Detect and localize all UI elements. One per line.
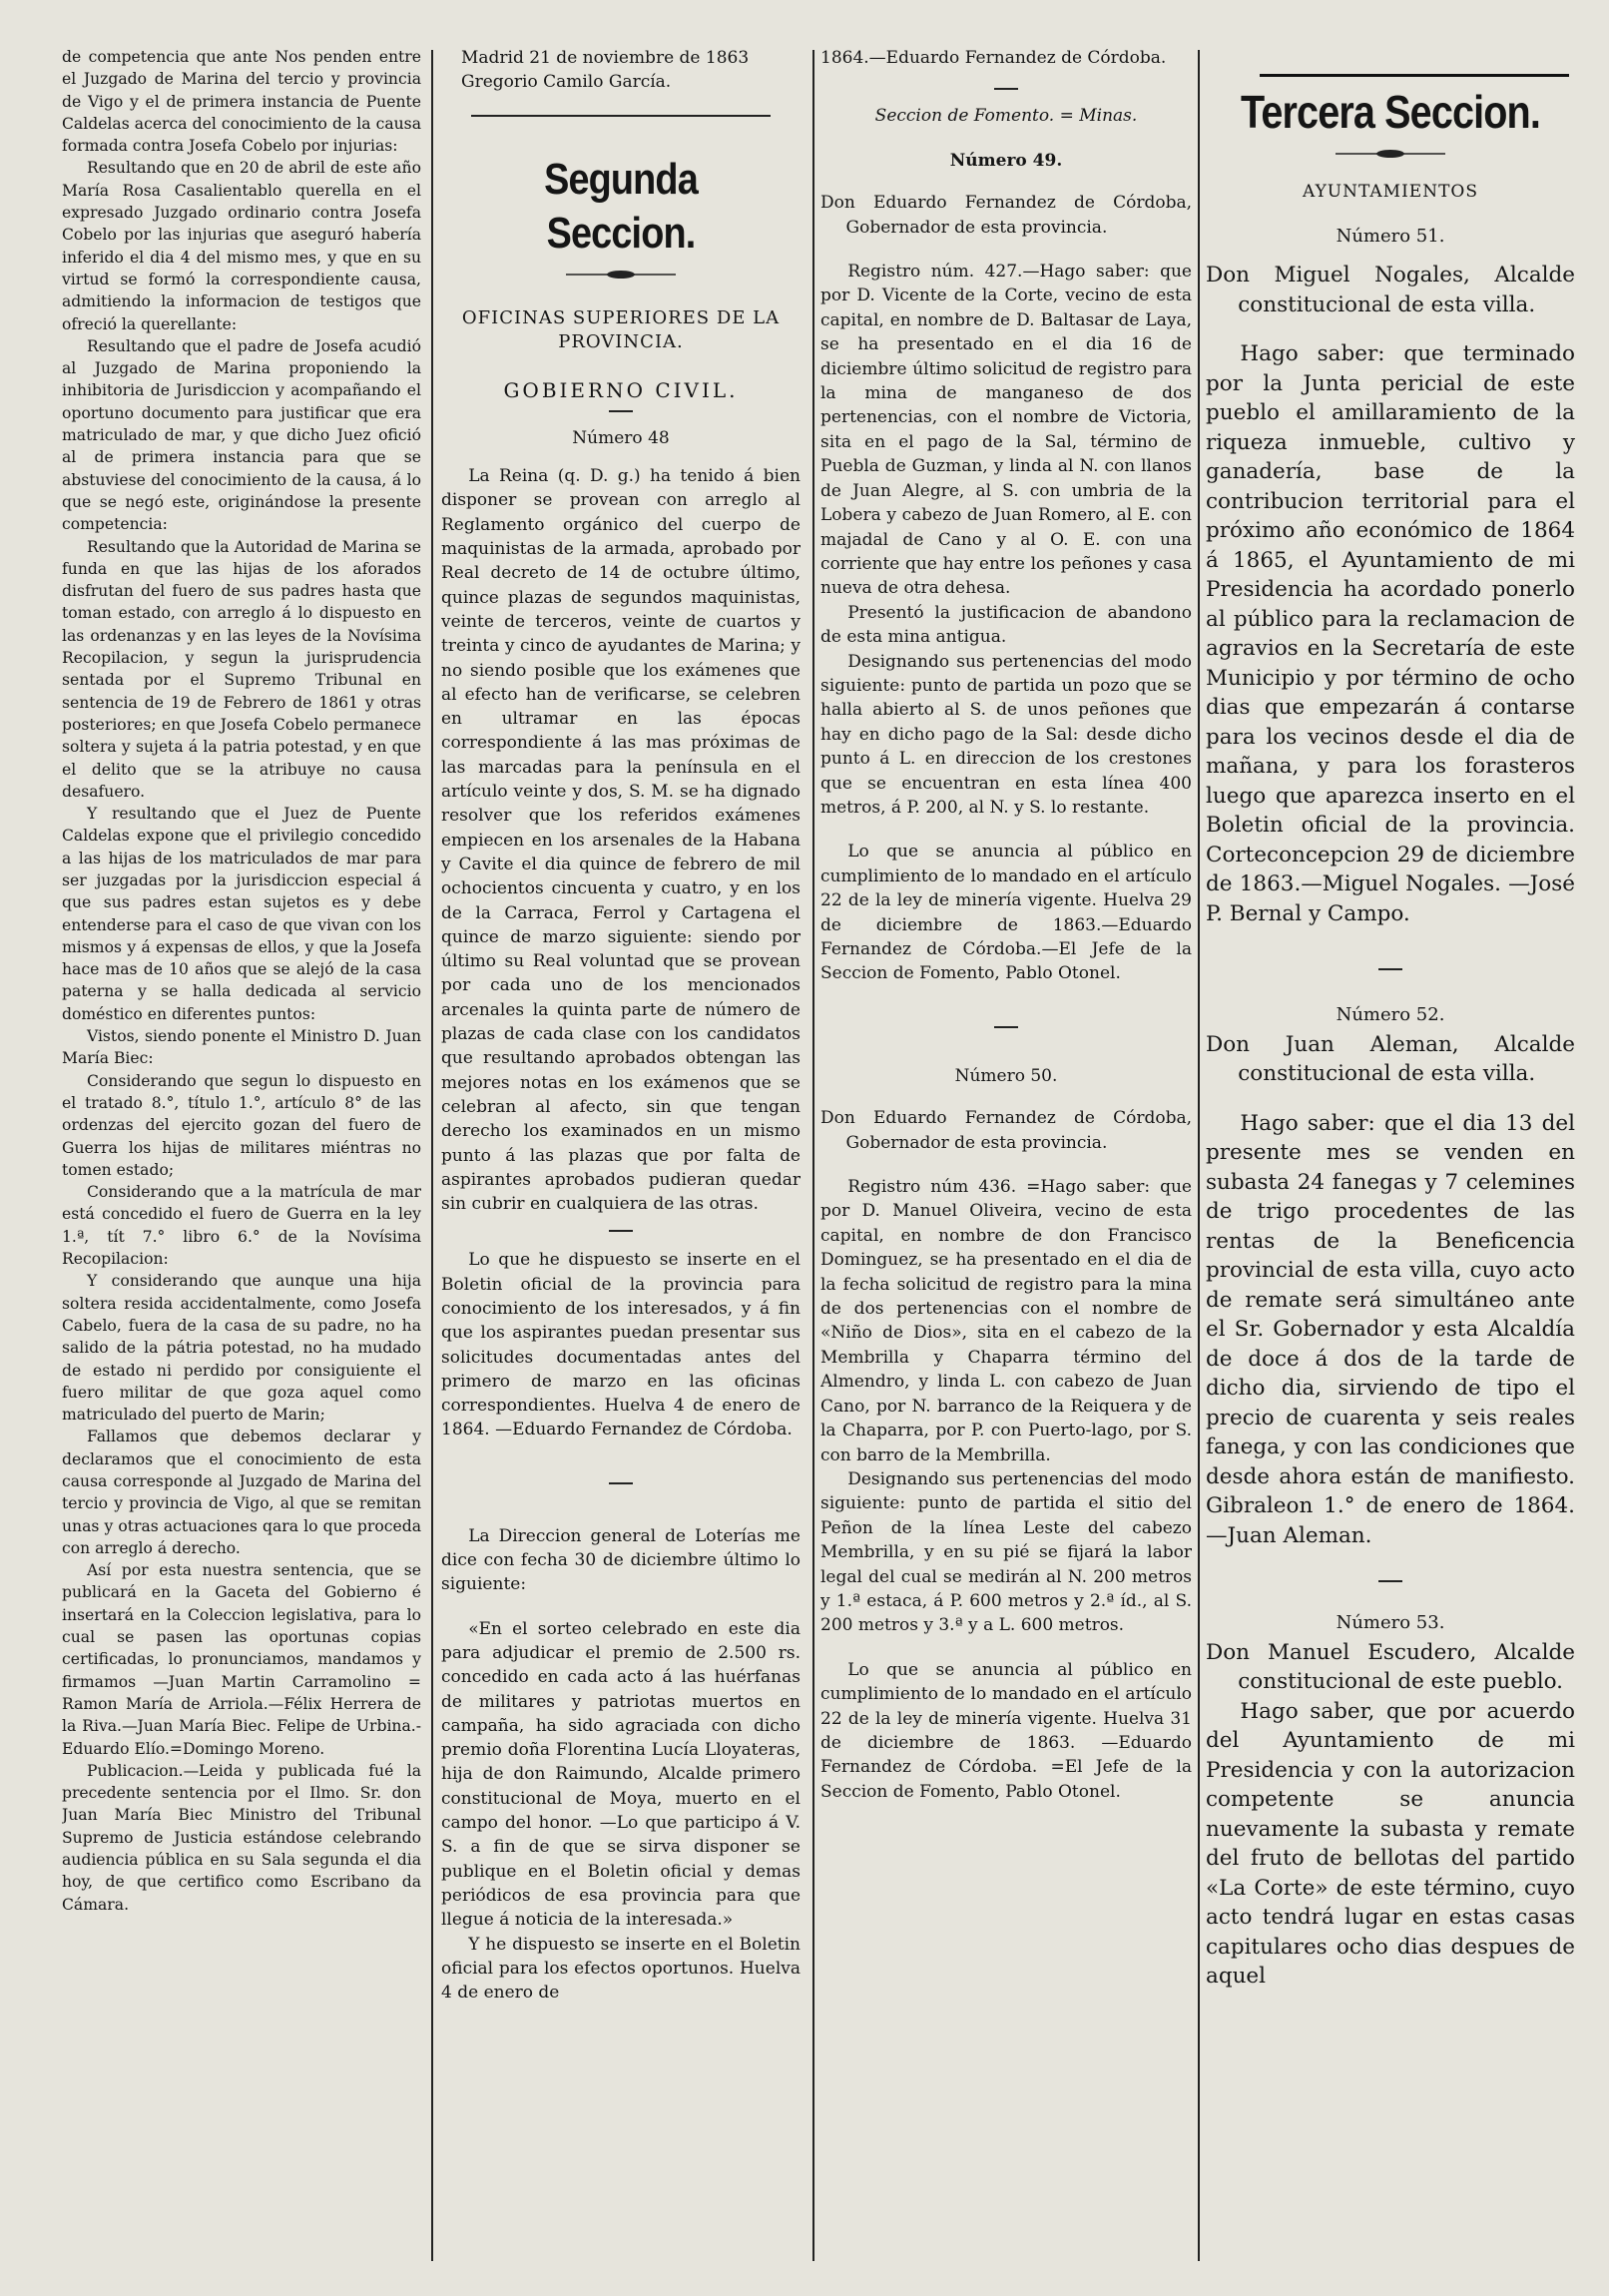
divider [609, 1482, 633, 1484]
authority-line: Don Miguel Nogales, Alcalde constitucional de esta villa. [1206, 263, 1575, 317]
number-heading: Número 49. [949, 150, 1063, 171]
number-heading: Número 50. [954, 1065, 1058, 1086]
ayuntamientos-heading: AYUNTAMIENTOS [1302, 182, 1479, 202]
divider [994, 88, 1018, 90]
divider [609, 1230, 633, 1232]
paragraph: Lo que se anuncia al público en cumplimiento de lo mandado en el artículo 22 de la ley de minería vigente. Huelva 31 de diciembre de 1863. —Eduardo Fernandez de Córdoba. =El Jefe de la Seccion de Fomento, Pablo Otonel. [820, 1659, 1192, 1802]
paragraph: «En el sorteo celebrado en este dia para adjudicar el premio de 2.500 rs. concedido en cada acto á las huérfanas de militares y patriotas muertos en campaña, ha sido agraciada con dicho premio doña Florentina Lucía Lloyateras, hija de don Raimundo, Alcalde primero constitucional de Moya, muerto en el campo del honor. —Lo que participo á V. S. a fin de que se sirva disponer se publique en el Boletin oficial y demas periódicos de esa provincia para que llegue á noticia de la interesada.» [441, 1618, 801, 1931]
paragraph: Lo que se anuncia al público en cumplimiento de lo mandado en el artículo 22 de la ley de minería vigente. Huelva 29 de diciembre de 1863.—Eduardo Fernandez de Córdoba.—El Jefe de la Seccion de Fomento, Pablo Otonel. [820, 842, 1192, 984]
spacer [1206, 319, 1575, 339]
paragraph: Así por esta nuestra sentencia, que se publicará en la Gaceta del Gobierno é insertará en la Coleccion legislativa, para lo cual se pasen las oportunas copias certificadas, lo pronunciamos, mandamos y firmamos —Juan Martin Carramolino = Ramon María de Arriola.—Félix Herrera de la Riva.—Juan María Biec. Felipe de Urbina.-Eduardo Elío.=Domingo Moreno. [62, 1561, 421, 1758]
paragraph: 1864.—Eduardo Fernandez de Córdoba. [820, 48, 1167, 68]
number-heading: Número 51. [1336, 225, 1445, 247]
column-1 [62, 46, 421, 2252]
paragraph: La Direccion general de Loterías me dice con fecha 30 de diciembre último lo siguiente: [441, 1525, 801, 1595]
paragraph: Y resultando que el Juez de Puente Caldelas expone que el privilegio concedido a las hijas de los matriculados de mar para ser juzgadas por la jurisdiccion especial á que sus padres estan sujetos es y debe entenderse para el caso de que vivan con los mismos y á expensas de ellos, y que la Josefa hace mas de 10 años que se alejó de la casa paterna y se halla dedicada al servicio doméstico en diferentes puntos: [62, 805, 421, 1023]
paragraph: Hago saber, que por acuerdo del Ayuntamiento de mi Presidencia y con la autorizacion competente se anuncia nuevamente la subasta y remate del fruto de bellotas del partido «La Corte» de este término, cuyo acto tendrá lugar en estas casas capitulares ocho dias despues de aquel [1206, 1698, 1575, 1989]
paragraph: Vistos, siendo ponente el Ministro D. Juan María Biec: [62, 1027, 421, 1068]
fomento-heading: Seccion de Fomento. = Minas. [874, 106, 1138, 127]
paragraph: Y he dispuesto se inserte en el Boletin oficial para los efectos oportunos. Huelva 4 de enero de [441, 1934, 801, 2004]
number-heading: Número 52. [1336, 1004, 1445, 1025]
paragraph: Resultando que la Autoridad de Marina se funda en que las hijas de los aforados disfrutan del fuero de sus padres hasta que toman estado, con arreglo á lo dispuesto en las ordenanzas y en las leyes de la Novísima Recopilacion, y segun la jurisprudencia sentada por el Supremo Tribunal en sentencia de 19 de Febrero de 1861 y otras posteriores; en que Josefa Cobelo permanece soltera y sujeta á la patria potestad, y en que el delito que se la atribuye no causa desafuero. [62, 537, 421, 801]
paragraph: Y considerando que aunque una hija soltera resida accidentalmente, como Josefa Cabelo, fuera de la casa de su padre, no ha salido de la pátria potestad, no ha mudado de estado ni perdido por consiguiente el fuero militar de que goza aquel como matriculado del puerto de Marin; [62, 1272, 421, 1425]
paragraph: Resultando que el padre de Josefa acudió al Juzgado de Marina proponiendo la inhibitoria de Jurisdiccion y acompañando el oportuno documento para justificar que era matriculado de mar, y que dicho Juez ofició al de primera instancia para que se abstuviese del conocimiento de la causa, á lo que se negó este, originándose la presente competencia: [62, 336, 421, 534]
paragraph: de competencia que ante Nos penden entre el Juzgado de Marina del tercio y provincia de Vigo y el de primera instancia de Puente Caldelas acerca del conocimiento de la causa formada contra Josefa Cobelo por injurias: [62, 48, 421, 156]
offices-heading: OFICINAS SUPERIORES DE LA PROVINCIA. [461, 306, 781, 352]
authority-line: Don Manuel Escudero, Alcalde constitucional de este pueblo. [1206, 1639, 1575, 1694]
section-title: Segunda Seccion. [544, 154, 698, 258]
paragraph: Publicacion.—Leida y publicada fué la precedente sentencia por el Ilmo. Sr. don Juan María Biec Ministro del Tribunal Supremo de Justicia estándose celebrando audiencia pública en su Sala segunda el dia hoy, de que certifico como Escribano da Cámara. [62, 1761, 421, 1914]
paragraph: Considerando que a la matrícula de mar está concedido el fuero de Guerra en la ley 1.ª, tít 7.° libro 6.° de la Novísima Recopilacion: [62, 1183, 421, 1269]
divider [471, 115, 771, 117]
paragraph: Fallamos que debemos declarar y declaramos que el conocimiento de esta causa corresponde al Juzgado de Marina del tercio y provincia de Vigo, al que se remitan unas y otras actuaciones qara lo que proceda con arreglo á derecho. [62, 1428, 421, 1557]
ornament-icon [566, 269, 676, 281]
paragraph: Hago saber: que el dia 13 del presente mes se venden en subasta 24 fanegas y 7 celemines de trigo procedentes de las rentas de la Beneficencia provincial de esta villa, cuyo acto de remate será simultáneo ante el Sr. Gobernador y esta Alcaldía de doce á dos de la tarde de dicho dia, sirviendo de tipo el precio de cuarenta y seis reales fanega, y con las condiciones que desde ahora están de manifiesto. Gibraleon 1.° de enero de 1864.—Juan Aleman. [1206, 1110, 1575, 1548]
section-title: Tercera Seccion. [1241, 90, 1540, 138]
spacer [820, 820, 1192, 840]
column-4 [1206, 90, 1575, 2296]
paragraph: Presentó la justificacion de abandono de esta mina antigua. [820, 602, 1192, 648]
divider [609, 410, 633, 412]
spacer [1206, 1089, 1575, 1109]
column-rule [812, 50, 814, 2261]
spacer [820, 1638, 1192, 1658]
paragraph: Designando sus pertenencias del modo siguiente: punto de partida el sitio del Peñon de la línea Leste del cabezo Membrilla, y en su pié se fijará la labor legal del cual se medirán al N. 200 metros y 1.ª estaca, á P. 600 metros y 2.ª íd., al S. 200 metros y 3.ª y a L. 600 metros. [820, 1468, 1192, 1636]
divider [1378, 968, 1402, 970]
paragraph: Considerando que segun lo dispuesto en el tratado 8.°, título 1.°, artículo 8° de las ordenzas del ejercito gozan del fuero de Guerra los hijas de militares miéntras no tomen estado; [62, 1071, 421, 1179]
paragraph: Designando sus pertenencias del modo siguiente: punto de partida un pozo que se halla abierto al S. de unos peñones que hay en dicho pago de la Sal: desde dicho punto á L. en direccion de los crestones que se encuentran en esta línea 400 metros, á P. 200, al N. y S. lo restante. [820, 651, 1192, 818]
column-2 [441, 46, 801, 2252]
spacer [441, 1597, 801, 1617]
number-heading: Número 53. [1336, 1612, 1445, 1633]
number-heading: Número 48 [572, 427, 670, 448]
authority-line: Don Eduardo Fernandez de Córdoba, Gobernador de esta provincia. [820, 193, 1192, 238]
dateline: Madrid 21 de noviembre de 1863 [461, 48, 750, 68]
spacer [820, 1155, 1192, 1175]
divider [1378, 1580, 1402, 1582]
column-rule [1198, 50, 1200, 2261]
paragraph: Registro núm. 427.—Hago saber: que por D. Vicente de la Corte, vecino de esta capital, en nombre de D. Baltasar de Laya, se ha presentado en el dia 16 de diciembre último solicitud de registro para la mina de manganeso de dos pertenencias, con el nombre de Victoria, sita en el pago de la Sal, término de Puebla de Guzman, y linda al N. con llanos de Juan Alegre, al S. con umbria de la Lobera y cabezo de Juan Romero, al E. con majadal de Cano y al O. E. con una corriente que hay entre los peñones y casa nueva de otra dehesa. [820, 262, 1192, 599]
ornament-icon [1336, 148, 1445, 160]
authority-line: Don Juan Aleman, Alcalde constitucional de esta villa. [1206, 1031, 1575, 1086]
paragraph: Lo que he dispuesto se inserte en el Boletin oficial de la provincia para conocimiento de los interesados, y á fin que los aspirantes puedan presentar sus solicitudes documentadas antes del primero de marzo en las oficinas correspondientes. Huelva 4 de enero de 1864. —Eduardo Fernandez de Córdoba. [441, 1250, 801, 1440]
paragraph: Registro núm 436. =Hago saber: que por D. Manuel Oliveira, vecino de esta capital, en nombre de don Francisco Dominguez, se ha presentado en el dia de la fecha solicitud de registro para la mina de dos pertenencias con el nombre de «Niño de Dios», sita en el cabezo de la Membrilla y Chaparra término del Almendro, y linda L. con cabezo de Juan Cano, por N. barranco de la Reiquera y de la Chaparra, por P. con Puerto-lago, por S. con barro de la Membrilla. [820, 1177, 1192, 1465]
gobierno-heading: GOBIERNO CIVIL. [503, 377, 739, 402]
signer: Gregorio Camilo García. [461, 72, 672, 93]
authority-line: Don Eduardo Fernandez de Córdoba, Gobernador de esta provincia. [820, 1108, 1192, 1153]
column-3 [820, 46, 1192, 2252]
paragraph: Resultando que en 20 de abril de este año María Rosa Casalientablo querella en el expresado Juzgado ordinario contra Josefa Cobelo por las injurias que aseguró habería inferido el dia 4 del mismo mes, y que en su virtud se formó la correspondiente causa, admitiendo la informacion de testigos que ofreció la querellante: [62, 159, 421, 333]
paragraph: La Reina (q. D. g.) ha tenido á bien disponer se provean con arreglo al Reglamento orgánico del cuerpo de maquinistas de la armada, aprobado por Real decreto de 14 de octubre último, quince plazas de segundos maquinistas, veinte de terceros, veinte de cuartos y treinta y cinco de ayudantes de Marina; y no siendo posible que los exámenes que al efecto han de verificarse, se celebren en ultramar en las épocas correspondiente á las mas próximas de las marcadas para la península en el artículo veinte y dos, S. M. se ha dignado resolver que los referidos exámenes empiecen en los arsenales de la Habana y Cavite el dia quince de febrero de mil ochocientos cincuenta y cuatro, y en los de la Carraca, Ferrol y Cartagena el quince de marzo siguiente: siendo por último su Real voluntad que se provean por cada uno de los mencionados arcenales la quinta parte de número de plazas de cada clase con los candidatos que resultando aprobados obtengan las mejores notas en los exámenos que se celebran al afecto, sin que tengan derecho los examinados en un mismo punto á las plazas que por falta de aspirantes aprobados pudieran quedar sin cubrir en cualquiera de las otras. [441, 466, 801, 1215]
column-rule [431, 50, 433, 2261]
divider [994, 1026, 1018, 1028]
header-rule [1260, 74, 1569, 77]
spacer [820, 240, 1192, 260]
paragraph: Hago saber: que terminado por la Junta pericial de este pueblo el amillaramiento de la riqueza inmueble, cultivo y ganadería, base de la contribucion territorial para el próximo año económico de 1864 á 1865, el Ayuntamiento de mi Presidencia ha acordado ponerlo al público para la reclamacion de agravios en la Secretaría de este Municipio y por término de ocho dias que empezarán á contarse para los vecinos desde el dia de mañana, y para los forasteros luego que aparezca inserto en el Boletin oficial de la provincia. Corteconcepcion 29 de diciembre de 1863.—Miguel Nogales. —José P. Bernal y Campo. [1206, 341, 1575, 926]
